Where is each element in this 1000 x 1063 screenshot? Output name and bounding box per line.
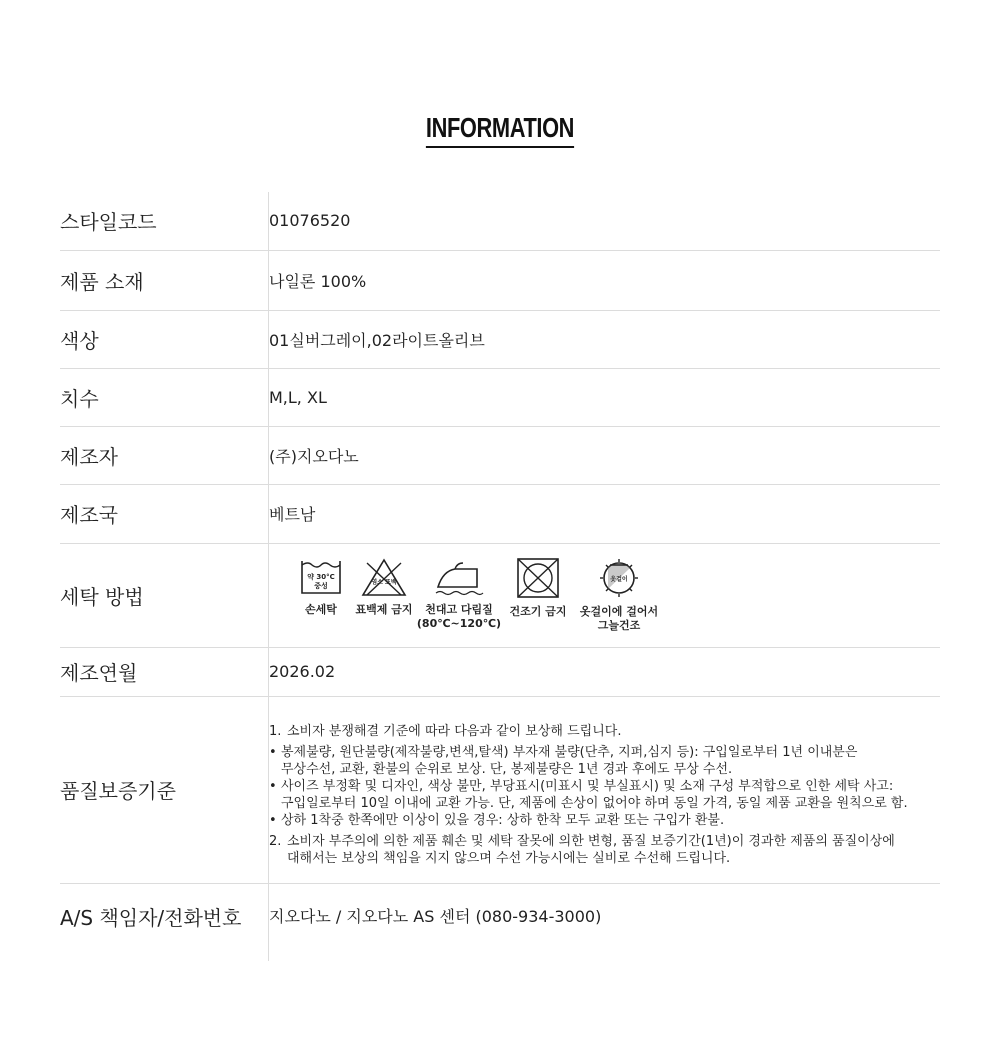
wash-item-no-tumble	[507, 557, 569, 619]
quality-policy	[269, 703, 940, 877]
policy-bullet-2-line1: 사이즈 부정확 및 디자인, 색상 불만, 부당표시(미표시 및 부실표시) 및 소재 구성 부적합으로 인한 세탁 사고:	[281, 778, 894, 794]
policy-item-1	[269, 723, 940, 740]
row-country	[60, 484, 940, 543]
info-table	[60, 192, 940, 961]
hang-dry-icon-text: 옷걸이	[610, 576, 628, 583]
iron-label-line1: 천대고 다림질	[425, 603, 493, 616]
no-bleach-label: 표백제 금지	[355, 603, 413, 616]
wash-item-iron	[416, 557, 502, 631]
hang-dry-label-line1: 옷걸이에 걸어서	[579, 605, 659, 618]
policy-item-1-number: 1.	[269, 723, 282, 739]
wash-item-hand-wash	[293, 557, 349, 617]
row-style-code	[60, 192, 940, 250]
value-maker: (주)지오다노	[269, 446, 359, 466]
policy-item-2	[269, 833, 940, 867]
no-tumble-dry-icon	[515, 557, 561, 599]
washing-cell	[269, 543, 941, 647]
row-washing	[60, 543, 940, 647]
value-material: 나일론 100%	[269, 271, 367, 291]
policy-bullet-1-line2: 무상수선, 교환, 환불의 순위로 보상. 단, 봉제불량은 1년 경과 후에도 무상 수선.	[281, 761, 733, 777]
quality-cell	[269, 696, 941, 883]
label-maker: 제조자	[60, 426, 269, 484]
wash-item-hang-dry	[577, 557, 661, 633]
label-quality: 품질보증기준	[60, 696, 269, 883]
page-title: INFORMATION	[426, 112, 574, 148]
no-bleach-icon-text: 염소 표백	[371, 579, 397, 586]
no-tumble-label: 건조기 금지	[509, 605, 567, 618]
hand-wash-neutral-text: 중성	[314, 582, 328, 590]
row-material	[60, 250, 940, 310]
policy-bullet-1-line1: 봉제불량, 원단불량(제작불량,변색,탈색) 부자재 불량(단추, 지퍼,심지 등): 구입일로부터 1년 이내분은	[281, 744, 858, 760]
value-size: M,L, XL	[269, 387, 327, 407]
row-size	[60, 368, 940, 426]
hand-wash-temp-text: 약 30°C	[307, 573, 335, 581]
label-material: 제품 소재	[60, 250, 269, 310]
iron-icon	[433, 557, 485, 597]
hang-dry-label-line2: 그늘건조	[597, 619, 641, 632]
value-date: 2026.02	[269, 662, 336, 681]
no-bleach-icon	[359, 557, 409, 597]
row-maker	[60, 426, 940, 484]
value-style-code: 01076520	[269, 211, 351, 231]
washing-symbol-list	[293, 557, 940, 633]
page-title-wrap	[0, 112, 1000, 148]
policy-item-2-number: 2.	[269, 833, 282, 849]
hand-wash-label: 손세탁	[305, 603, 337, 616]
iron-label-line2: (80℃~120℃)	[416, 617, 502, 630]
label-size: 치수	[60, 368, 269, 426]
policy-bullet-2-line2: 구입일로부터 10일 이내에 교환 가능. 단, 제품에 손상이 없어야 하며 동일 가격, 동일 제품 교환을 원칙으로 함.	[281, 795, 908, 811]
label-as: A/S 책임자/전화번호	[60, 883, 269, 961]
row-color	[60, 310, 940, 368]
policy-item-2-line1: 소비자 부주의에 의한 제품 훼손 및 세탁 잘못에 의한 변형, 품질 보증기간(1년)이 경과한 제품의 품질이상에	[287, 833, 895, 849]
label-washing: 세탁 방법	[60, 543, 269, 647]
hand-wash-icon	[299, 557, 343, 597]
policy-bullet-3-text: 상하 1착중 한쪽에만 이상이 있을 경우: 상하 한착 모두 교환 또는 구입가 환불.	[281, 812, 725, 828]
policy-bullet-2: • 사이즈 부정확 및 디자인, 색상 불만, 부당표시(미표시 및 부실표시) 및 소재 구성 부적합으로 인한 세탁 사고: 구입일로부터 10일 이내에 교환 가능. 단, 제품에 손상이 없어야 하며 동일 가격, 동일 제품 교환을 원칙으로 함.	[269, 778, 908, 811]
label-color: 색상	[60, 310, 269, 368]
row-date	[60, 647, 940, 696]
policy-item-1-text: 소비자 분쟁해결 기준에 따라 다음과 같이 보상해 드립니다.	[287, 723, 622, 739]
hang-dry-shade-icon	[594, 557, 644, 599]
policy-bullet-3: • 상하 1착중 한쪽에만 이상이 있을 경우: 상하 한착 모두 교환 또는 구입가 환불.	[269, 812, 725, 828]
value-as: 지오다노 / 지오다노 AS 센터 (080-934-3000)	[269, 906, 602, 926]
row-quality	[60, 696, 940, 883]
wash-item-no-bleach	[355, 557, 413, 617]
policy-item-2-line2: 대해서는 보상의 책임을 지지 않으며 수선 가능시에는 실비로 수선해 드립니다.	[287, 850, 731, 866]
row-as	[60, 883, 940, 961]
label-style-code: 스타일코드	[60, 192, 269, 250]
label-date: 제조연월	[60, 647, 269, 696]
label-country: 제조국	[60, 484, 269, 543]
policy-bullet-1: • 봉제불량, 원단불량(제작불량,변색,탈색) 부자재 불량(단추, 지퍼,심지 등): 구입일로부터 1년 이내분은 무상수선, 교환, 환불의 순위로 보상. 단, 봉제불량은 1년 경과 후에도 무상 수선.	[269, 744, 858, 777]
value-country: 베트남	[269, 505, 316, 524]
value-color: 01실버그레이,02라이트올리브	[269, 330, 485, 350]
